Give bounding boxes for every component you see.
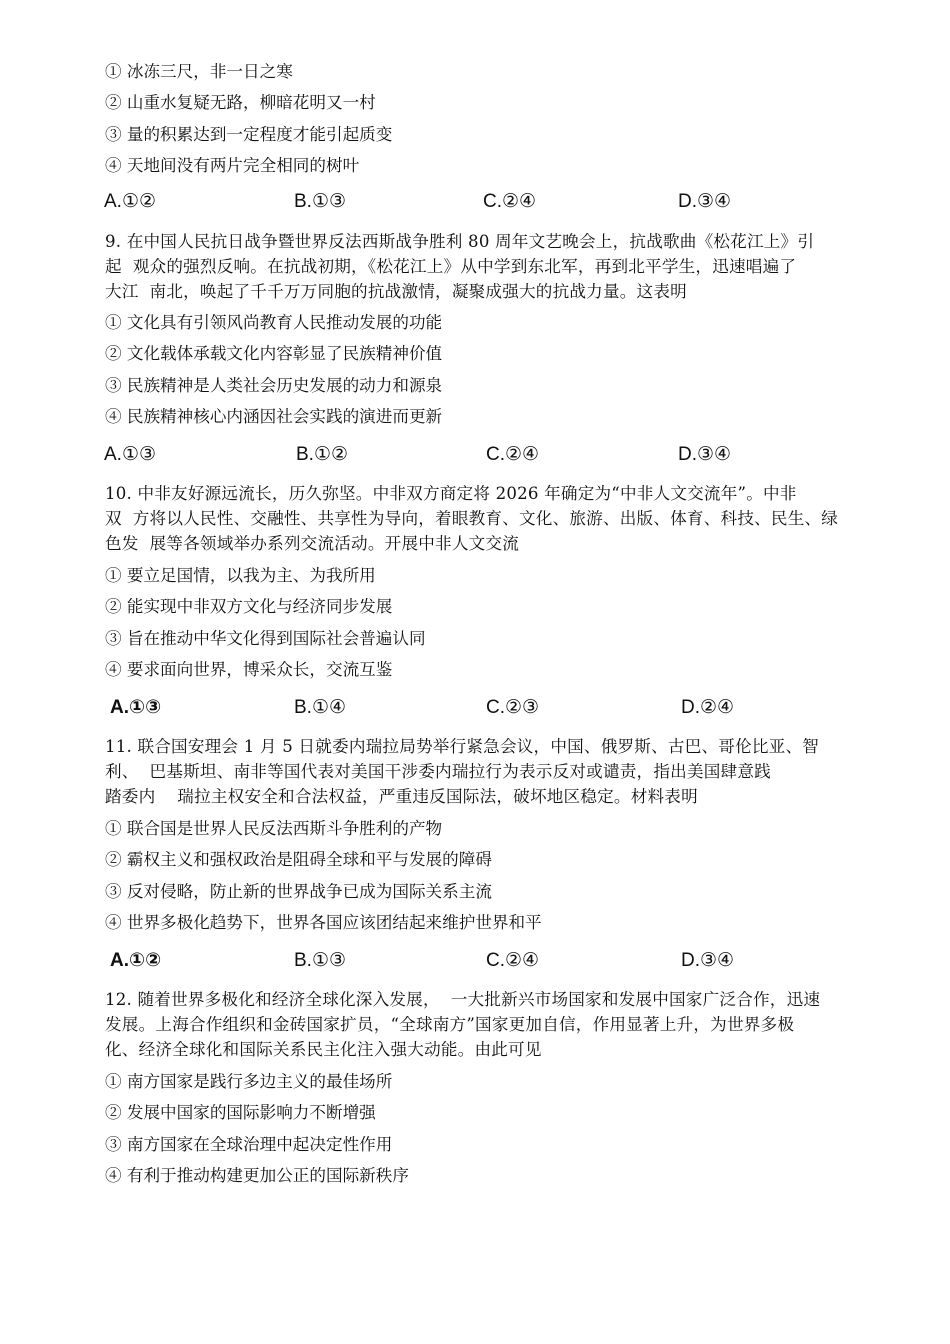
q10-option-4: ④ 要求面向世界，博采众长，交流互鉴: [105, 660, 393, 679]
q12-stem-line-1: 12. 随着世界多极化和经济全球化深入发展， 一大批新兴市场国家和发展中国家广泛合作，迅速: [105, 990, 821, 1009]
q10-stem-line-3: 色发 展等各领域举办系列交流活动。开展中非人文交流: [105, 534, 519, 553]
q11-stem-line-2: 利、 巴基斯坦、南非等国代表对美国干涉委内瑞拉行为表示反对或谴责，指出美国肆意践: [105, 762, 771, 781]
q11-option-2: ② 霸权主义和强权政治是阻碍全球和平与发展的障碍: [105, 850, 492, 869]
q8-option-1: ① 冰冻三尺，非一日之寒: [105, 62, 293, 81]
q11-choice-b: B.①③: [294, 950, 347, 971]
q11-option-1: ① 联合国是世界人民反法西斯斗争胜利的产物: [105, 819, 443, 838]
q11-stem-line-1: 11. 联合国安理会 1 月 5 日就委内瑞拉局势举行紧急会议，中国、俄罗斯、古巴、哥伦比亚、智: [105, 737, 820, 756]
q12-option-3: ③ 南方国家在全球治理中起决定性作用: [105, 1135, 393, 1154]
q11-choice-d: D.③④: [681, 950, 735, 971]
q8-option-4: ④ 天地间没有两片完全相同的树叶: [105, 156, 360, 175]
q12-option-2: ② 发展中国家的国际影响力不断增强: [105, 1103, 376, 1122]
q10-choices: [0, 695, 950, 721]
q11-option-4: ④ 世界多极化趋势下，世界各国应该团结起来维护世界和平: [105, 913, 542, 932]
q10-option-3: ③ 旨在推动中华文化得到国际社会普遍认同: [105, 629, 426, 648]
q9-stem-line-1: 9. 在中国人民抗日战争暨世界反法西斯战争胜利 80 周年文艺晚会上，抗战歌曲《松花江上》引: [105, 232, 815, 251]
q11-choice-c: C.②④: [486, 950, 540, 971]
q12-option-1: ① 南方国家是践行多边主义的最佳场所: [105, 1072, 393, 1091]
q10-option-1: ① 要立足国情，以我为主、为我所用: [105, 566, 376, 585]
q10-stem-line-2: 双 方将以人民性、交融性、共享性为导向，着眼教育、文化、旅游、出版、体育、科技、民生、绿: [105, 509, 839, 528]
q9-choice-d: D.③④: [678, 444, 732, 465]
q9-choices: [0, 442, 950, 468]
q10-choice-b: B.①④: [294, 697, 347, 718]
q11-choice-a: A.①②: [110, 950, 162, 971]
q9-choice-a: A.①③: [104, 444, 157, 465]
q12-stem-line-2: 发展。上海合作组织和金砖国家扩员，“全球南方”国家更加自信，作用显著上升，为世界多极: [105, 1015, 795, 1034]
q9-option-1: ① 文化具有引领风尚教育人民推动发展的功能: [105, 313, 443, 332]
q8-choice-d: D.③④: [678, 191, 732, 212]
q9-stem-line-3: 大江 南北，唤起了千千万万同胞的抗战激情，凝聚成强大的抗战力量。这表明: [105, 282, 687, 301]
q10-choice-d: D.②④: [681, 697, 735, 718]
q10-stem-line-1: 10. 中非友好源远流长，历久弥坚。中非双方商定将 2026 年确定为“中非人文交流年”。中非: [105, 484, 797, 503]
q8-option-2: ② 山重水复疑无路，柳暗花明又一村: [105, 93, 376, 112]
q10-choice-c: C.②③: [486, 697, 540, 718]
q9-option-3: ③ 民族精神是人类社会历史发展的动力和源泉: [105, 376, 443, 395]
q11-choices: [0, 948, 950, 974]
q8-choice-b: B.①③: [294, 191, 347, 212]
q8-choices: [0, 189, 950, 215]
q10-option-2: ② 能实现中非双方文化与经济同步发展: [105, 597, 393, 616]
q8-option-3: ③ 量的积累达到一定程度才能引起质变: [105, 125, 393, 144]
q9-stem-line-2: 起 观众的强烈反响。在抗战初期，《松花江上》从中学到东北军，再到北平学生，迅速唱遍了: [105, 257, 797, 276]
q12-option-4: ④ 有利于推动构建更加公正的国际新秩序: [105, 1166, 409, 1185]
q10-choice-a: A.①③: [110, 697, 162, 718]
q9-choice-b: B.①②: [296, 444, 349, 465]
q8-choice-c: C.②④: [483, 191, 537, 212]
q11-stem-line-3: 踏委内 瑞拉主权安全和合法权益，严重违反国际法，破坏地区稳定。材料表明: [105, 787, 698, 806]
q8-choice-a: A.①②: [104, 191, 157, 212]
q11-option-3: ③ 反对侵略，防止新的世界战争已成为国际关系主流: [105, 882, 492, 901]
q9-option-4: ④ 民族精神核心内涵因社会实践的演进而更新: [105, 407, 443, 426]
q12-stem-line-3: 化、经济全球化和国际关系民主化注入强大动能。由此可见: [105, 1040, 542, 1059]
q9-choice-c: C.②④: [486, 444, 540, 465]
q9-option-2: ② 文化载体承载文化内容彰显了民族精神价值: [105, 344, 443, 363]
